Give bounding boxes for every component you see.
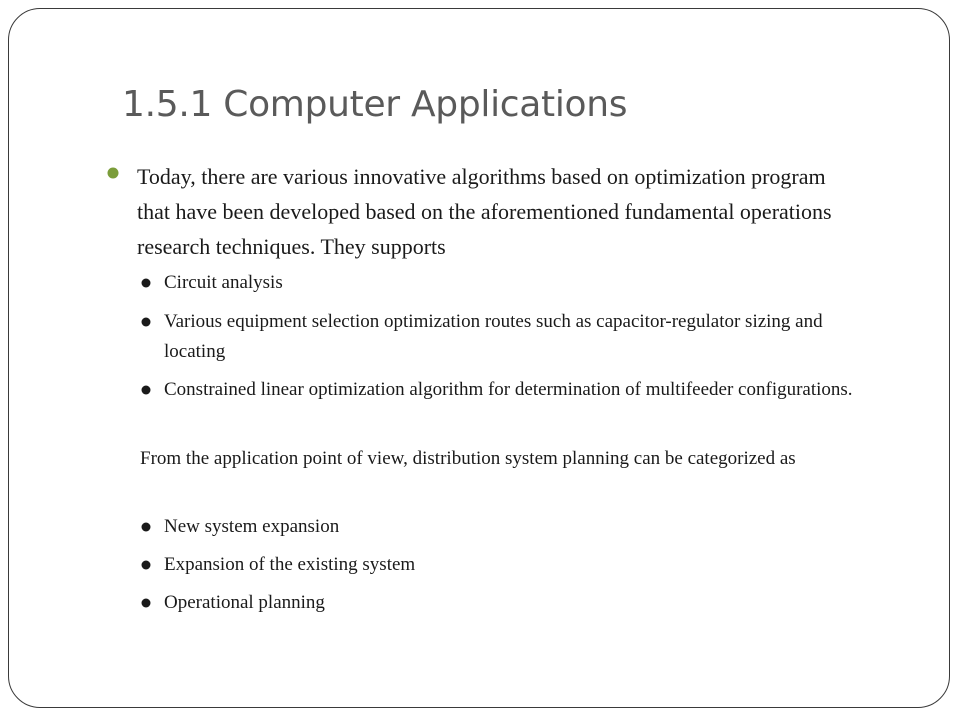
list-item-new-system-expansion: New system expansion <box>164 516 340 537</box>
list-item-constrained-optimization: Constrained linear optimization algorithm for determination of multifeeder configurations. <box>164 379 853 400</box>
bullet-icon <box>140 384 152 396</box>
list-item-existing-system-expansion: Expansion of the existing system <box>164 554 416 575</box>
bullet-icon <box>140 277 152 289</box>
bullet-icon <box>140 559 152 571</box>
bullet-icon <box>140 521 152 533</box>
bullet-icon <box>106 166 120 180</box>
list-item-equipment-selection: Various equipment selection optimization routes such as capacitor-regulator sizing and locating <box>164 311 823 362</box>
bullet-icon <box>140 316 152 328</box>
list-item-circuit-analysis: Circuit analysis <box>164 272 283 293</box>
list-item-operational-planning: Operational planning <box>164 592 325 613</box>
categories-intro: From the application point of view, distribution system planning can be categorized as <box>140 448 796 469</box>
main-bullet-text: Today, there are various innovative algorithms based on optimization program that have been developed based on the aforementioned fundamental operations research techniques. They supports <box>137 164 832 259</box>
slide-title: 1.5.1 Computer Applications <box>122 84 628 125</box>
bullet-icon <box>140 597 152 609</box>
